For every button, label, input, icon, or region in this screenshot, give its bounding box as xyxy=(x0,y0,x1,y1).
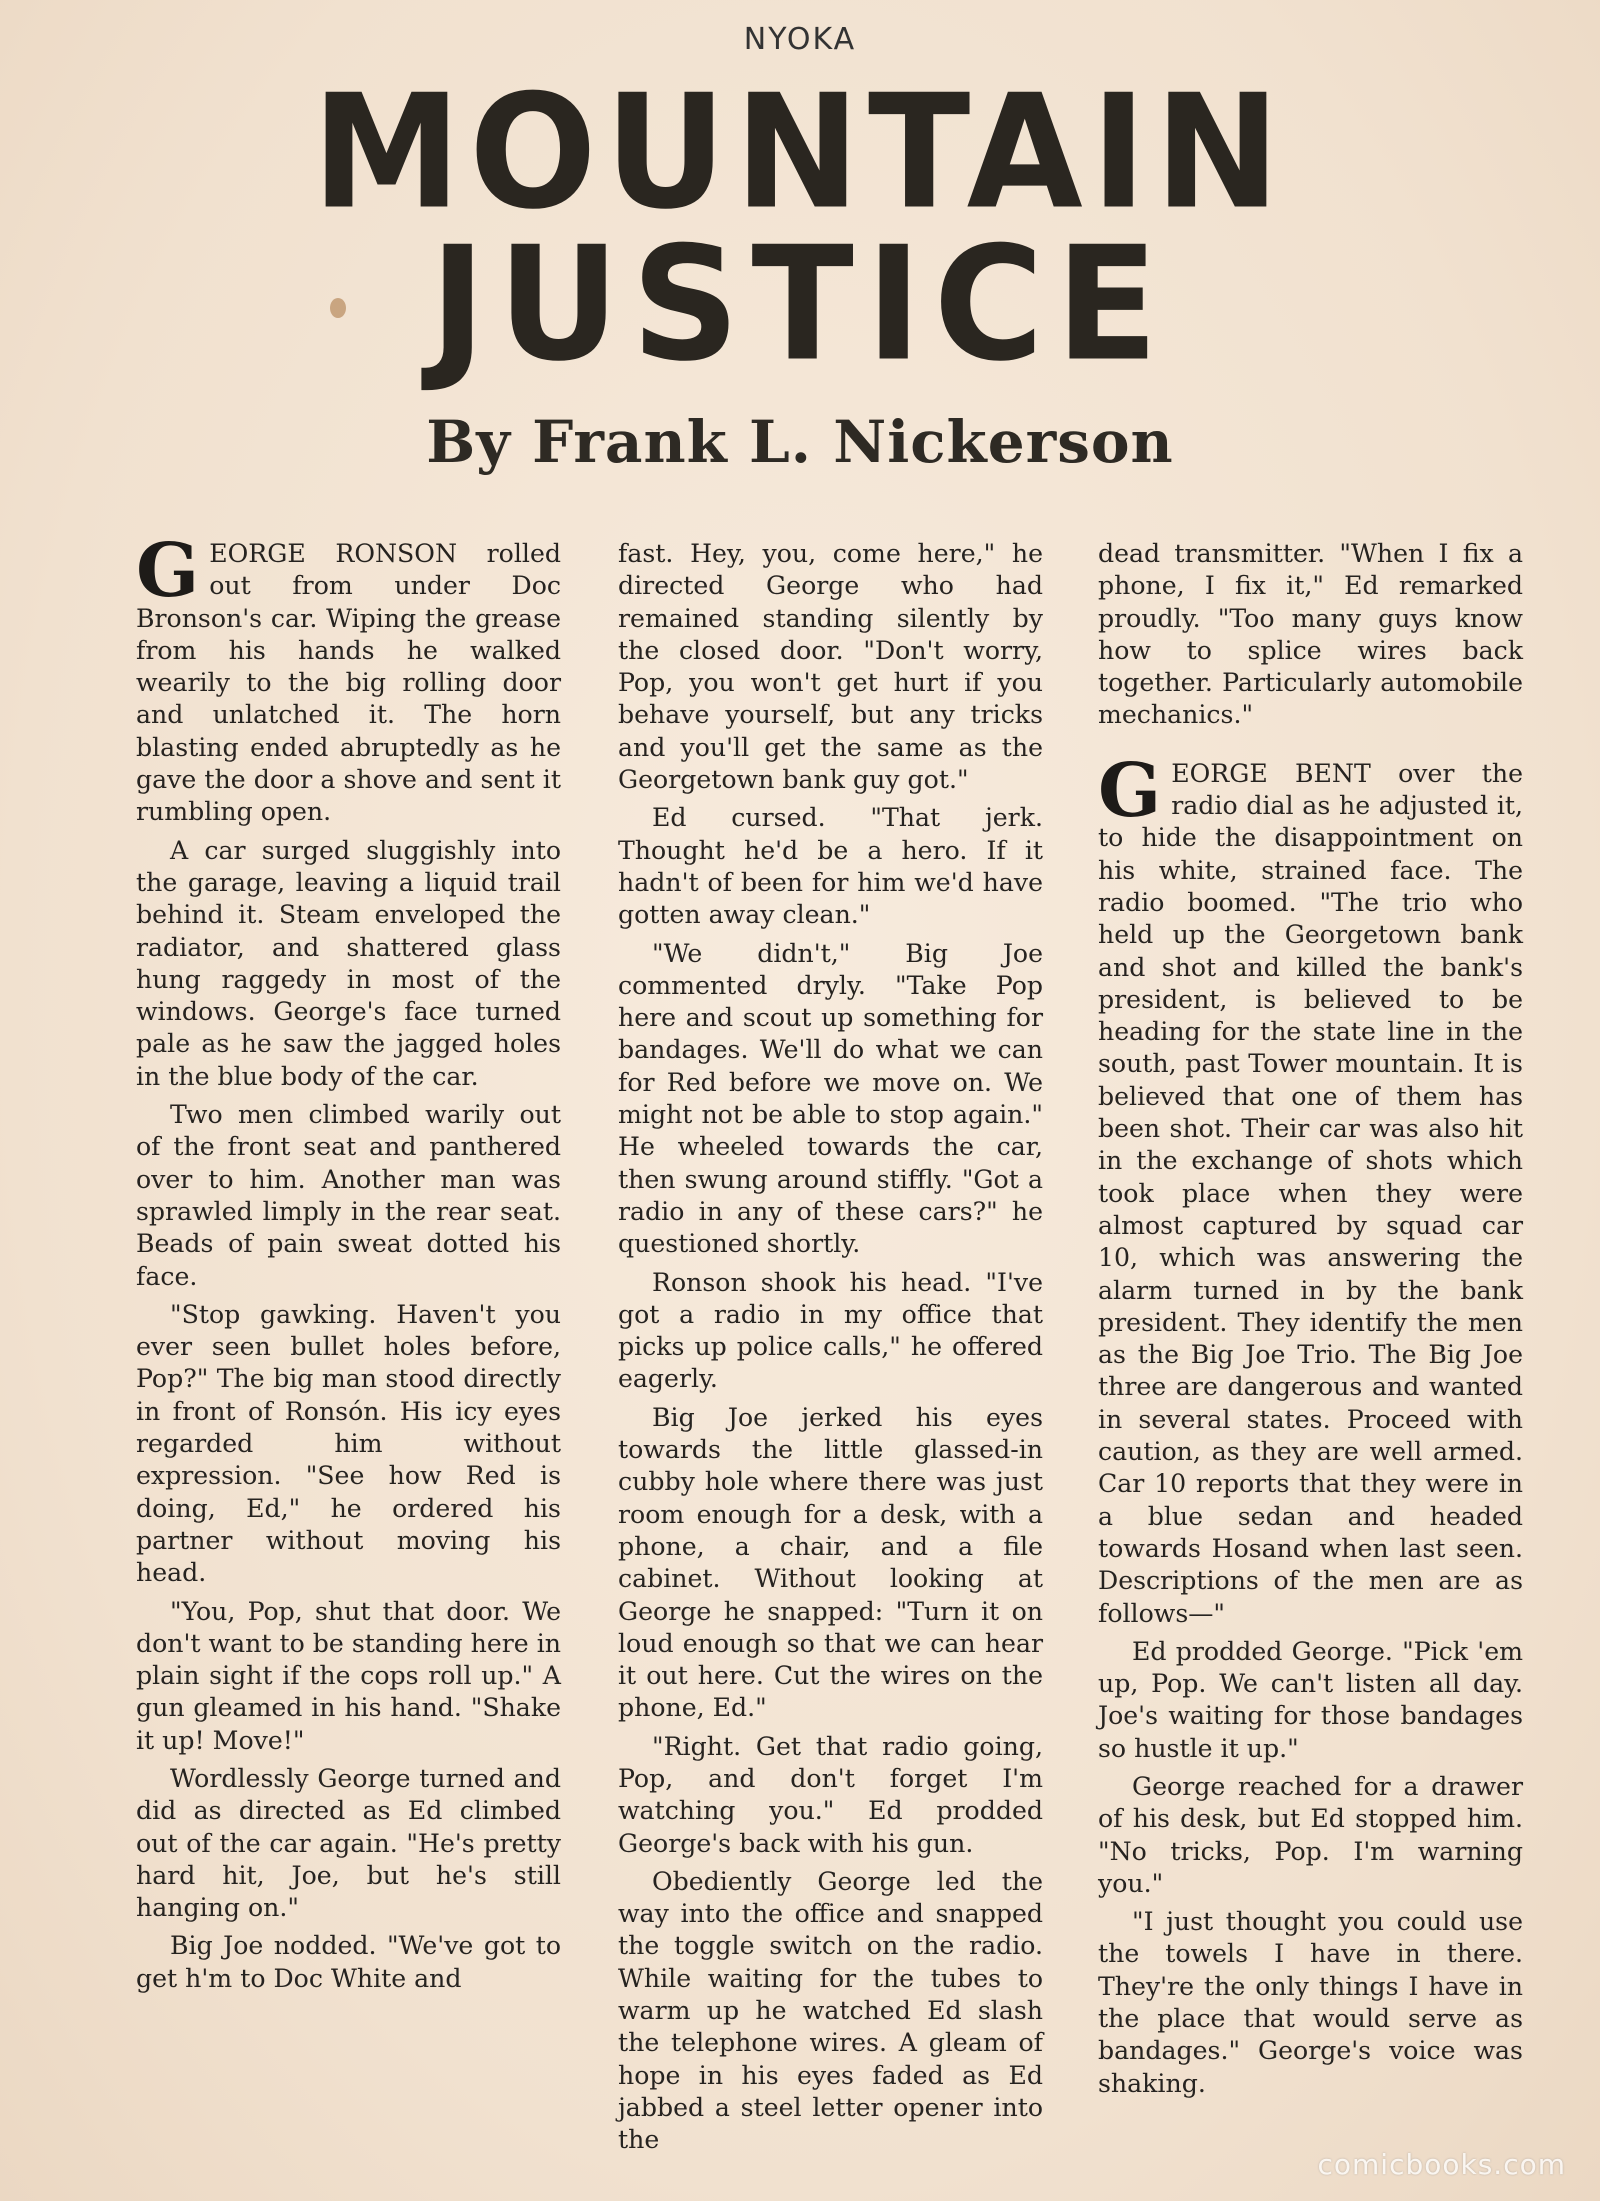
paragraph: Ronson shook his head. "I've got a radio in my office that picks up police calls," he offered eagerly. xyxy=(618,1267,1043,1394)
story-title-line-2: JUSTICE xyxy=(429,213,1171,397)
site-watermark: comicbooks.com xyxy=(1317,2148,1566,2181)
paragraph: "Stop gawking. Haven't you ever seen bullet holes before, Pop?" The big man stood directly in front of Ronsón. His icy eyes regarded him without expression. "See how Red is doing, Ed," he ordered his partner without moving his head. xyxy=(136,1299,561,1588)
paragraph-text: EORGE BENT over the radio dial as he adjusted it, to hide the disappointment on his white, strained face. The radio boomed. "The trio who held up the Georgetown bank and shot and killed the bank's president, is believed to be heading for the state line in the south, past Tower mountain. It is believed that one of them has been shot. Their car was also hit in the exchange of shots which took place when they were almost captured by squad car 10, which was answering the alarm turned in by the bank president. They identify the men as the Big Joe Trio. The Big Joe three are dangerous and wanted in several states. Proceed with caution, as they are well armed. Car 10 reports that they were in a blue sedan and headed towards Hosand when last seen. Descriptions of the men are as follows—" xyxy=(1098,758,1523,1628)
story-title-line-1: MOUNTAIN xyxy=(311,61,1289,245)
paragraph: "You, Pop, shut that door. We don't want to be standing here in plain sight if the cops roll up." A gun gleamed in his hand. "Shake it up! Move!" xyxy=(136,1596,561,1755)
paragraph: Wordlessly George turned and did as directed as Ed climbed out of the car again. "He's pretty hard hit, Joe, but he's still hanging on." xyxy=(136,1763,561,1923)
paragraph-text: EORGE RONSON rolled out from under Doc Bronson's car. Wiping the grease from his hands he walked wearily to the big rolling door and unlatched it. The horn blasting ended abruptedly as he gave the door a shove and sent it rumbling open. xyxy=(136,539,561,827)
paragraph: "I just thought you could use the towels I have in there. They're the only things I have in the place that would serve as bandages." George's voice was shaking. xyxy=(1098,1907,1523,2098)
running-head: NYOKA xyxy=(743,22,857,57)
paragraph xyxy=(136,528,561,829)
paragraph: fast. Hey, you, come here," he directed George who had remained standing silently by the closed door. "Don't worry, Pop, you won't get hurt if you behave yourself, but any tricks and you'll get the same as the Georgetown bank guy got." xyxy=(618,539,1043,795)
paragraph: Big Joe nodded. "We've got to get h'm to Doc White and xyxy=(136,1931,561,1993)
drop-cap: G xyxy=(136,528,200,614)
paragraph: Obediently George led the way into the office and snapped the toggle switch on the radio. While waiting for the tubes to warm up he watched Ed slash the telephone wires. A gleam of hope in his eyes faded as Ed jabbed a steel letter opener into the xyxy=(618,1866,1043,2155)
paragraph: Two men climbed warily out of the front seat and panthered over to him. Another man was sprawled limply in the rear seat. Beads of pain sweat dotted his face. xyxy=(136,1100,561,1291)
paragraph: Ed prodded George. "Pick 'em up, Pop. We can't listen all day. Joe's waiting for those bandages so hustle it up." xyxy=(1098,1636,1523,1763)
drop-cap: G xyxy=(1098,747,1162,834)
print-blemish xyxy=(330,298,346,318)
column-3 xyxy=(1098,538,1523,2106)
paragraph: A car surged sluggishly into the garage, leaving a liquid trail behind it. Steam enveloped the radiator, and shattered glass hung raggedy in most of the windows. George's face turned pale as he saw the jagged holes in the blue body of the car. xyxy=(136,835,561,1091)
story-byline: By Frank L. Nickerson xyxy=(426,408,1174,476)
paragraph: "Right. Get that radio going, Pop, and don't forget I'm watching you." Ed prodded George's back with his gun. xyxy=(618,1731,1043,1858)
paragraph: "We didn't," Big Joe commented dryly. "Take Pop here and scout up something for bandages. We'll do what we can for Red before we move on. We might not be able to stop again." He wheeled towards the car, then swung around stiffly. "Got a radio in any of these cars?" he questioned shortly. xyxy=(618,938,1043,1259)
paragraph: Big Joe jerked his eyes towards the little glassed-in cubby hole where there was just room enough for a desk, with a phone, a chair, and a file cabinet. Without looking at George he snapped: "Turn it on loud enough so that we can hear it out here. Cut the wires on the phone, Ed." xyxy=(618,1402,1043,1723)
paragraph: Ed cursed. "That jerk. Thought he'd be a hero. If it hadn't of been for him we'd have gotten away clean." xyxy=(618,803,1043,930)
column-2 xyxy=(618,538,1043,2163)
paragraph xyxy=(1098,747,1523,1630)
paragraph: George reached for a drawer of his desk, but Ed stopped him. "No tricks, Pop. I'm warning you." xyxy=(1098,1771,1523,1898)
paragraph: dead transmitter. "When I fix a phone, I fix it," Ed remarked proudly. "Too many guys know how to splice wires back together. Particularly automobile mechanics." xyxy=(1098,539,1523,730)
column-1 xyxy=(136,528,561,2001)
story-columns xyxy=(136,528,1536,2158)
